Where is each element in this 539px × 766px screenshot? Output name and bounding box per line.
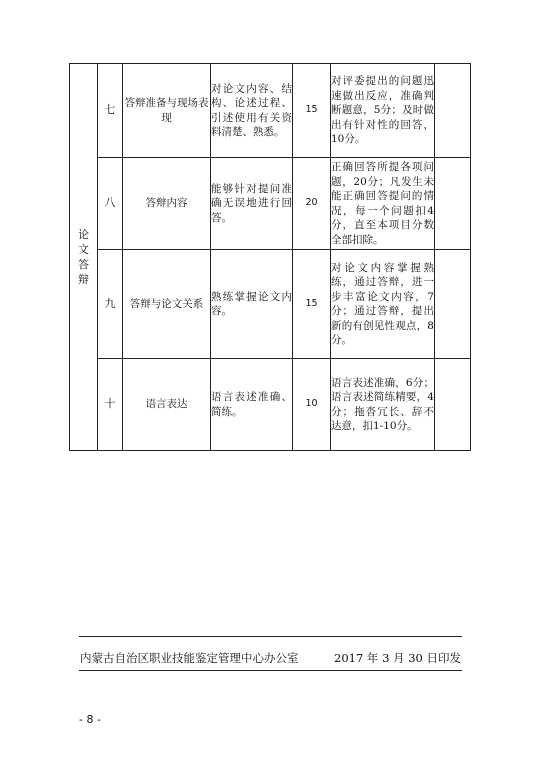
- scoring-rule: 语言表述准确，6分；语言表述简练精要，4分；拖沓冗长、辞不达意，扣1-10分。: [331, 359, 435, 451]
- footer-issuer: 内蒙古自治区职业技能鉴定管理中心办公室: [80, 651, 299, 665]
- item-score: 20: [293, 158, 331, 250]
- item-content: 语言表述准确、简练。: [211, 359, 293, 451]
- scoring-rule: 对评委提出的问题迅速做出反应，准确判断题意，5分；及时做出有针对性的回答，10分。: [331, 64, 435, 158]
- footer-date: 2017 年 3 月 30 日印发: [334, 651, 461, 665]
- footer-top-rule: [79, 636, 462, 637]
- blank-cell: [435, 64, 471, 158]
- category-label: 论文答辩: [78, 227, 89, 286]
- category-cell: [70, 64, 98, 451]
- item-name: 答辩内容: [123, 158, 211, 250]
- blank-cell: [435, 359, 471, 451]
- item-score: 15: [293, 250, 331, 359]
- table-row: [70, 359, 471, 451]
- item-content: 对论文内容、结构、论述过程、引述使用有关资料清楚、熟悉。: [211, 64, 293, 158]
- item-score: 15: [293, 64, 331, 158]
- page-number: - 8 -: [79, 713, 101, 726]
- item-content: 熟练掌握论文内容。: [211, 250, 293, 359]
- blank-cell: [435, 250, 471, 359]
- scoring-rule: 对论文内容掌握熟练，通过答辩，进一步丰富论文内容，7分；通过答辩，提出新的有创见性观点，8分。: [331, 250, 435, 359]
- scoring-table: [69, 63, 471, 451]
- row-number: 九: [98, 250, 123, 359]
- blank-cell: [435, 158, 471, 250]
- item-name: 答辩与论文关系: [123, 250, 211, 359]
- table-row: [70, 158, 471, 250]
- item-score: 10: [293, 359, 331, 451]
- item-content: 能够针对提问准确无误地进行回答。: [211, 158, 293, 250]
- row-number: 十: [98, 359, 123, 451]
- row-number: 八: [98, 158, 123, 250]
- scoring-rule: 正确回答所提各项问题，20分；凡发生未能正确回答提问的情况，每一个问题扣4分，直至本项目分数全部扣除。: [331, 158, 435, 250]
- item-name: 语言表达: [123, 359, 211, 451]
- footer-bottom-rule: [79, 670, 462, 671]
- table-row: [70, 250, 471, 359]
- item-name: 答辩准备与现场表现: [123, 64, 211, 158]
- table-row: [70, 64, 471, 158]
- row-number: 七: [98, 64, 123, 158]
